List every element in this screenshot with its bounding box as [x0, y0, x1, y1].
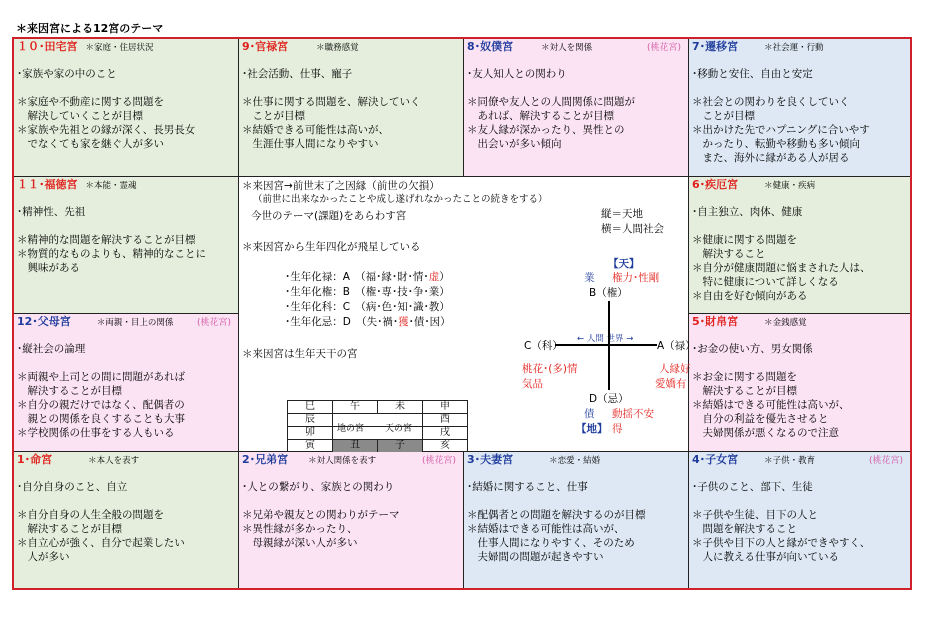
- branch-cell-earth: 丑: [333, 440, 378, 453]
- text-line: ＊健康に関する問題を: [692, 234, 797, 246]
- text-line: ＊友人縁が深かったり、異性との: [467, 124, 625, 136]
- debt-label: 債: [584, 408, 595, 420]
- text-line: ＊子供や目下の人と縁ができやすく、: [692, 537, 871, 549]
- text-line: ＊子供や生徒、目下の人と: [692, 509, 818, 521]
- palace-note: ＊本能・霊魂: [85, 181, 137, 191]
- palace-note: ＊家庭・住居状況: [85, 43, 154, 53]
- palace-name: 4･子女宮: [692, 453, 739, 466]
- palace-body: [692, 342, 907, 440]
- unrest-label: 動揺不安: [612, 408, 654, 420]
- peach-affection-label: 桃花･(多)情: [522, 363, 578, 375]
- text-line: でなくても家を継ぐ人が多い: [17, 138, 164, 150]
- text-line: ＊家族や先祖との縁が深く、長男長女: [17, 124, 196, 136]
- text-line: 解決することが目標: [17, 523, 122, 535]
- palace-body: [692, 480, 907, 564]
- text-line: ･人との繋がり、家族との関わり: [242, 481, 395, 493]
- palace-body: [692, 205, 907, 303]
- text-line: 夫婦関係が悪くなるので注意: [692, 427, 839, 439]
- palace-note: ＊健康・疾病: [764, 181, 816, 191]
- peach-badge: (桃花宮): [421, 456, 456, 466]
- text-line: ＊自分自身の人生全般の問題を: [17, 509, 164, 521]
- branch-cell: 辰: [288, 414, 333, 427]
- center-subnote: （前世に出来なかったことや成し遂げれなかったことの続きをする）: [253, 194, 548, 205]
- palace-body: [17, 67, 235, 151]
- palace-note: ＊本人を表す: [88, 456, 140, 466]
- center-palace-note: ＊来因宮は生年天干の宮: [242, 348, 358, 360]
- heaven-label: 【天】: [608, 258, 640, 270]
- palace-body: [17, 480, 235, 564]
- text-line: ･結婚に関すること、仕事: [467, 481, 588, 493]
- branch-cell: 巳: [288, 401, 333, 414]
- text-line: 興味がある: [17, 262, 80, 274]
- grace-label: 気品: [522, 378, 543, 390]
- text-line: ＊自分が健康問題に悩まされた人は、: [692, 262, 871, 274]
- center-theme: 今世のテーマ(課題)をあらわす宮: [251, 210, 407, 222]
- page-title: ＊来因宮による12宮のテーマ: [16, 22, 164, 35]
- text-line: ･社会活動、仕事、寵子: [242, 68, 353, 80]
- branch-cell: 酉: [423, 414, 468, 427]
- palace-2: [239, 452, 464, 588]
- text-line: ＊自分の親だけではなく、配偶者の: [17, 399, 185, 411]
- gyo-label: 業: [584, 272, 595, 284]
- text-line: ＊物質的なものよりも、精神的なことに: [17, 248, 206, 260]
- text-line: 問題を解決すること: [692, 523, 797, 535]
- text-line: ＊兄弟や親友との関わりがテーマ: [242, 509, 400, 521]
- text-line: ＊自由を好む傾向がある: [692, 290, 808, 302]
- text-line: ＊家庭や不動産に関する問題を: [17, 96, 164, 108]
- palace-note: ＊金銭感覚: [764, 318, 807, 328]
- palace-8: [464, 39, 689, 177]
- palace-name: １０･田宅宮: [17, 40, 78, 53]
- palace-note: ＊対人を関係: [541, 43, 593, 53]
- peach-badge: (桃花宮): [646, 43, 681, 53]
- hua-lu: ･生年化禄：A （福･縁･財･情･虚）: [285, 271, 450, 283]
- axis-vertical-label: 縦＝天地: [601, 208, 643, 220]
- text-line: ＊学校関係の仕事をする人もいる: [17, 427, 175, 439]
- hua-ji: ･生年化忌：D （失･禍･獲･債･因）: [285, 316, 451, 328]
- palace-body: [467, 480, 685, 564]
- palace-note: ＊子供・教育: [764, 456, 816, 466]
- palace-name: 5･財帛宮: [692, 315, 739, 328]
- text-line: ＊社会との関わりを良くしていく: [692, 96, 850, 108]
- center-hua-heading: ＊来因宮から生年四化が飛星している: [242, 241, 421, 253]
- text-line: ＊結婚はできる可能性は高いが、: [467, 523, 625, 535]
- text-line: ･友人知人との関わり: [467, 68, 567, 80]
- text-line: ＊配偶者との問題を解決するのが目標: [467, 509, 646, 521]
- palace-name: 6･疾厄宮: [692, 178, 739, 191]
- palace-name: １１･福徳宮: [17, 178, 78, 191]
- text-line: ･自分自身のこと、自立: [17, 481, 128, 493]
- text-line: ･移動と安住、自由と安定: [692, 68, 813, 80]
- text-line: 仕事人間になりやすく、そのため: [467, 537, 635, 549]
- branch-cell: 未: [378, 401, 423, 414]
- peach-badge: (桃花宮): [868, 456, 903, 466]
- point-b: B（権）: [589, 287, 628, 299]
- point-d: D（忌）: [589, 393, 629, 405]
- text-line: ･子供のこと、部下、生徒: [692, 481, 813, 493]
- text-line: かったり、転勤や移動も多い傾向: [692, 138, 860, 150]
- text-line: ＊異性縁が多かったり、: [242, 523, 358, 535]
- center-heading: ＊来因宮→前世末了之因縁（前世の欠損）: [242, 180, 440, 192]
- palace-12: [14, 314, 239, 452]
- palace-body: [692, 67, 907, 165]
- text-line: ･お金の使い方、男女関係: [692, 343, 813, 355]
- palace-name: 2･兄弟宮: [242, 453, 289, 466]
- power-label: 権力･性剛: [612, 272, 660, 284]
- palace-6: [689, 177, 910, 314]
- text-line: 出会いが多い傾向: [467, 138, 562, 150]
- point-c: C（科）: [524, 340, 563, 352]
- branch-cell: 申: [423, 401, 468, 414]
- text-line: ＊仕事に関する問題を、解決していく: [242, 96, 421, 108]
- branch-cell-heaven: 子: [378, 440, 423, 453]
- earth-label: 【地】: [576, 423, 608, 435]
- text-line: ･精神性、先祖: [17, 206, 86, 218]
- text-line: 解決していくことが目標: [17, 110, 143, 122]
- palace-note: ＊恋愛・結婚: [549, 456, 601, 466]
- palace-7: [689, 39, 910, 177]
- palace-5: [689, 314, 910, 452]
- text-line: 夫婦間の問題が起きやすい: [467, 551, 604, 563]
- palace-body: [242, 480, 460, 550]
- palace-name: 1･命宮: [17, 453, 53, 466]
- palace-grid: [12, 37, 912, 590]
- text-line: ＊精神的な問題を解決することが目標: [17, 234, 196, 246]
- palace-name: 9･官禄宮: [242, 40, 289, 53]
- hua-quan: ･生年化権：B （権･専･技･争･業）: [285, 286, 450, 298]
- text-line: ＊結婚はできる可能性は高いが、: [692, 399, 850, 411]
- palace-body: [17, 342, 235, 440]
- point-a: A（禄）: [657, 340, 696, 352]
- text-line: 特に健康について詳しくなる: [692, 276, 839, 288]
- gain-label: 得: [612, 423, 623, 435]
- branch-cell: 午: [333, 401, 378, 414]
- good-relation-label: 人縁好: [659, 363, 691, 375]
- palace-1: [14, 452, 239, 588]
- palace-name: 8･奴僕宮: [467, 40, 514, 53]
- text-line: ･縦社会の論理: [17, 343, 86, 355]
- branch-cell: 卯: [288, 427, 333, 440]
- text-line: 人が多い: [17, 551, 70, 563]
- branch-cell: 亥: [423, 440, 468, 453]
- palace-9: [239, 39, 464, 177]
- text-line: 親との関係を良くすることも大事: [17, 413, 185, 425]
- text-line: ＊両親や上司との間に問題があれば: [17, 371, 185, 383]
- branch-cell: 寅: [288, 440, 333, 453]
- palace-11: [14, 177, 239, 314]
- palace-body: [242, 67, 460, 151]
- heaven-caption: 天の宮: [385, 424, 413, 434]
- text-line: ＊出かけた先でハプニングに合いやす: [692, 124, 870, 136]
- human-world-arrow: ← 人間 世界 →: [577, 334, 634, 344]
- palace-body: [467, 67, 685, 151]
- earth-caption: 地の宮: [337, 424, 365, 434]
- palace-name: 12･父母宮: [17, 315, 71, 328]
- charm-label: 愛嬌有: [655, 378, 687, 390]
- palace-3: [464, 452, 689, 588]
- text-line: ＊お金に関する問題を: [692, 371, 797, 383]
- text-line: ことが目標: [692, 110, 755, 122]
- palace-10: [14, 39, 239, 177]
- text-line: また、海外に縁がある人が居る: [692, 152, 850, 164]
- palace-note: ＊社会運・行動: [764, 43, 824, 53]
- palace-name: 7･遷移宮: [692, 40, 739, 53]
- palace-note: ＊対人関係を表す: [308, 456, 377, 466]
- text-line: 人に教える仕事が向いている: [692, 551, 839, 563]
- hua-ke: ･生年化科：C （病･色･知･識･教）: [285, 301, 450, 313]
- palace-name: 3･夫妻宮: [467, 453, 514, 466]
- text-line: ＊同僚や友人との人間関係に問題が: [467, 96, 635, 108]
- text-line: 自分の利益を優先させると: [692, 413, 829, 425]
- text-line: あれば、解決することが目標: [467, 110, 614, 122]
- palace-note: ＊職務感覚: [316, 43, 359, 53]
- text-line: 母親縁が深い人が多い: [242, 537, 358, 549]
- text-line: ･家族や家の中のこと: [17, 68, 117, 80]
- palace-note: ＊両親・目上の関係: [96, 318, 174, 328]
- palace-4: [689, 452, 910, 588]
- text-line: ＊結婚できる可能性は高いが、: [242, 124, 389, 136]
- text-line: ことが目標: [242, 110, 305, 122]
- peach-badge: (桃花宮): [196, 318, 231, 328]
- text-line: 生涯仕事人間になりやすい: [242, 138, 379, 150]
- branch-cell: 戌: [423, 427, 468, 440]
- text-line: 解決することが目標: [692, 385, 797, 397]
- axis-horizontal-label: 横＝人間社会: [601, 223, 664, 235]
- earthly-branch-table: [287, 400, 468, 453]
- text-line: 解決することが目標: [17, 385, 122, 397]
- palace-body: [17, 205, 235, 275]
- text-line: ･自主独立、肉体、健康: [692, 206, 803, 218]
- text-line: ＊自立心が強く、自分で起業したい: [17, 537, 185, 549]
- text-line: 解決すること: [692, 248, 766, 260]
